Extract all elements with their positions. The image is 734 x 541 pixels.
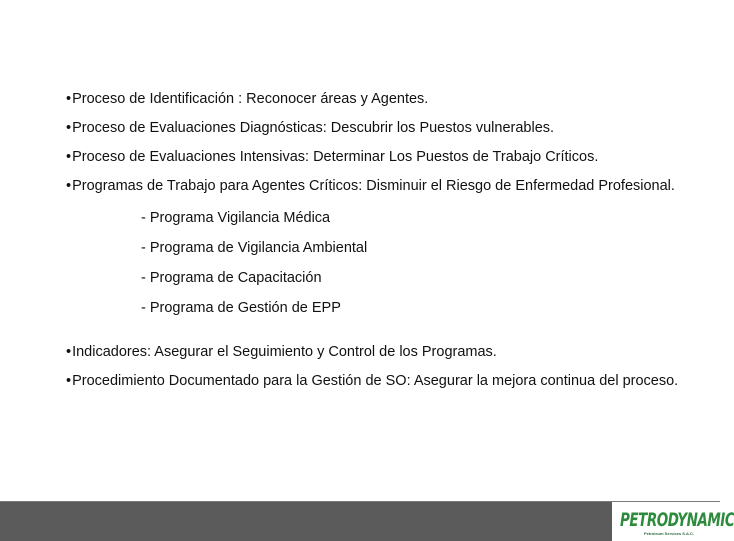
bullet-item — [66, 119, 706, 137]
bullet-text: Programas de Trabajo para Agentes Críticos: Disminuir el Riesgo de Enfermedad Profesional. — [72, 178, 675, 194]
footer-bar — [0, 501, 734, 541]
bullet-symbol: • — [66, 373, 72, 389]
company-logo — [612, 502, 734, 541]
bullet-symbol: • — [66, 149, 72, 165]
logo-wordmark: PETRODYNAMIC — [620, 510, 734, 532]
sub-item: - Programa de Gestión de EPP — [141, 300, 341, 316]
bullet-symbol: • — [66, 178, 72, 194]
bullet-text: Proceso de Identificación : Reconocer áreas y Agentes. — [72, 91, 429, 107]
bullet-item — [66, 372, 706, 390]
bullet-symbol: • — [66, 344, 72, 360]
bullet-item — [66, 90, 706, 108]
bullet-item — [66, 148, 706, 166]
bullet-text: Proceso de Evaluaciones Diagnósticas: Descubrir los Puestos vulnerables. — [72, 120, 555, 136]
bullet-item — [66, 177, 706, 195]
slide-content — [66, 90, 706, 401]
bullet-text: Proceso de Evaluaciones Intensivas: Determinar Los Puestos de Trabajo Críticos. — [72, 149, 599, 165]
bullet-symbol: • — [66, 120, 72, 136]
bullet-symbol: • — [66, 91, 72, 107]
bullet-text: Procedimiento Documentado para la Gestión de SO: Asegurar la mejora continua del proceso. — [72, 373, 679, 389]
sub-item: - Programa Vigilancia Médica — [141, 210, 331, 226]
logo-subtitle: Petroleum Services S.A.C. — [644, 531, 695, 536]
sub-item: - Programa de Capacitación — [141, 270, 322, 286]
footer-band — [0, 502, 612, 541]
sub-item: - Programa de Vigilancia Ambiental — [141, 240, 368, 256]
sub-item-list — [66, 209, 706, 317]
bullet-text: Indicadores: Asegurar el Seguimiento y Control de los Programas. — [72, 344, 497, 360]
bullet-item — [66, 343, 706, 361]
